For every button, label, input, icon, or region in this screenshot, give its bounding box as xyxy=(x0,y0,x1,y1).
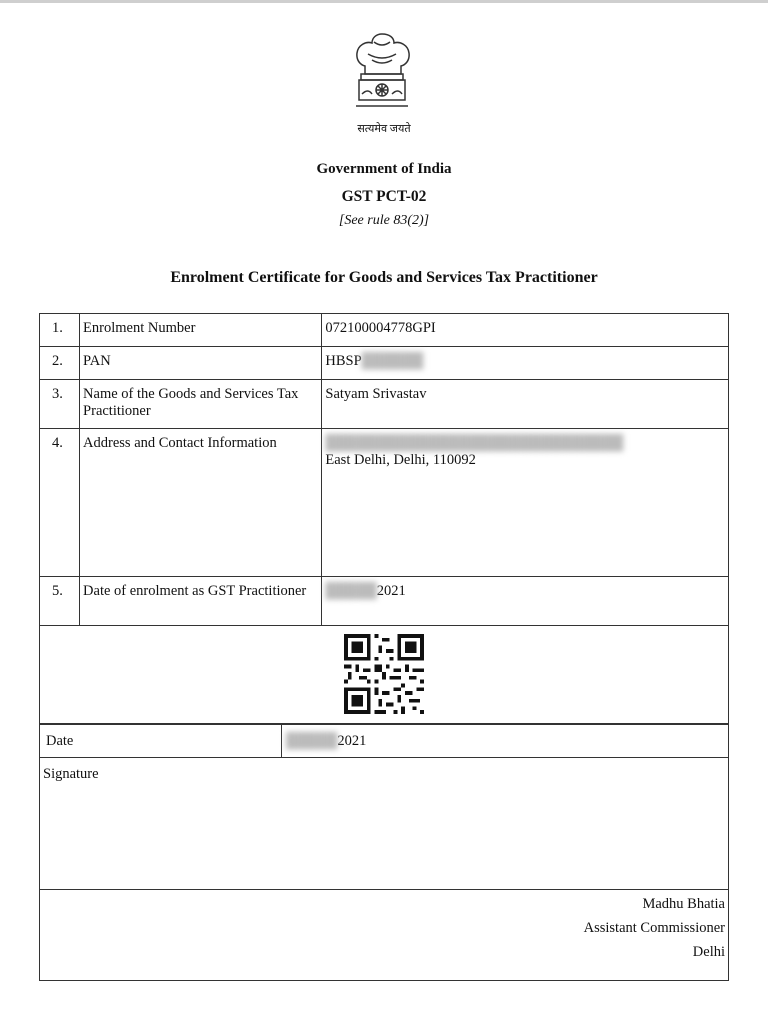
enrolment-number-value: 072100004778GPI xyxy=(322,314,729,347)
signature-row xyxy=(40,758,729,890)
signatory-name: Madhu Bhatia xyxy=(642,896,725,912)
practitioner-name-value: Satyam Srivastav xyxy=(322,380,729,429)
table-row xyxy=(40,626,729,724)
date-value xyxy=(282,725,729,758)
redacted-region: █████ xyxy=(286,733,338,749)
redacted-region: █████ xyxy=(325,583,377,599)
address-value xyxy=(322,429,729,577)
pan-label: PAN xyxy=(80,347,322,380)
date-text: 2021 xyxy=(337,733,367,749)
government-heading: Government of India xyxy=(316,161,452,177)
qr-code-icon xyxy=(344,634,424,714)
rule-reference: [See rule 83(2)] xyxy=(338,213,430,228)
table-row xyxy=(40,380,729,429)
row-number: 4. xyxy=(40,429,80,577)
row-number: 1. xyxy=(40,314,80,347)
enrolment-date-value xyxy=(322,577,729,626)
practitioner-name-label: Name of the Goods and Services Tax Practitioner xyxy=(80,380,322,429)
pan-text: HBSP xyxy=(325,353,362,369)
date-label: Date xyxy=(40,725,282,758)
pan-value xyxy=(322,347,729,380)
signatory-block xyxy=(40,890,729,981)
date-row xyxy=(40,725,729,758)
footer-table xyxy=(39,724,729,981)
table-row xyxy=(40,347,729,380)
signatory-row xyxy=(40,890,729,981)
signatory-location: Delhi xyxy=(692,944,725,960)
row-number: 2. xyxy=(40,347,80,380)
form-number: GST PCT-02 xyxy=(341,188,427,205)
enrolment-number-label: Enrolment Number xyxy=(80,314,322,347)
redacted-region: ██████ xyxy=(361,353,424,369)
table-row xyxy=(40,429,729,577)
address-text: East Delhi, Delhi, 110092 xyxy=(325,452,476,468)
lion-capital-icon xyxy=(346,30,418,116)
certificate-title: Enrolment Certificate for Goods and Services Tax Practitioner xyxy=(170,269,598,286)
enrolment-date-text: 2021 xyxy=(376,583,406,599)
redacted-region: █████████████████████████████ xyxy=(325,435,624,451)
table-row xyxy=(40,314,729,347)
emblem-motto: सत्यमेव जयते xyxy=(357,123,411,135)
address-label: Address and Contact Information xyxy=(80,429,322,577)
row-number: 5. xyxy=(40,577,80,626)
certificate-table xyxy=(39,313,729,724)
national-emblem-icon xyxy=(346,30,418,134)
signatory-designation: Assistant Commissioner xyxy=(583,920,725,936)
qr-cell xyxy=(40,626,729,724)
signature-label: Signature xyxy=(40,758,729,890)
table-row xyxy=(40,577,729,626)
enrolment-date-label: Date of enrolment as GST Practitioner xyxy=(80,577,322,626)
row-number: 3. xyxy=(40,380,80,429)
top-border xyxy=(0,0,768,3)
